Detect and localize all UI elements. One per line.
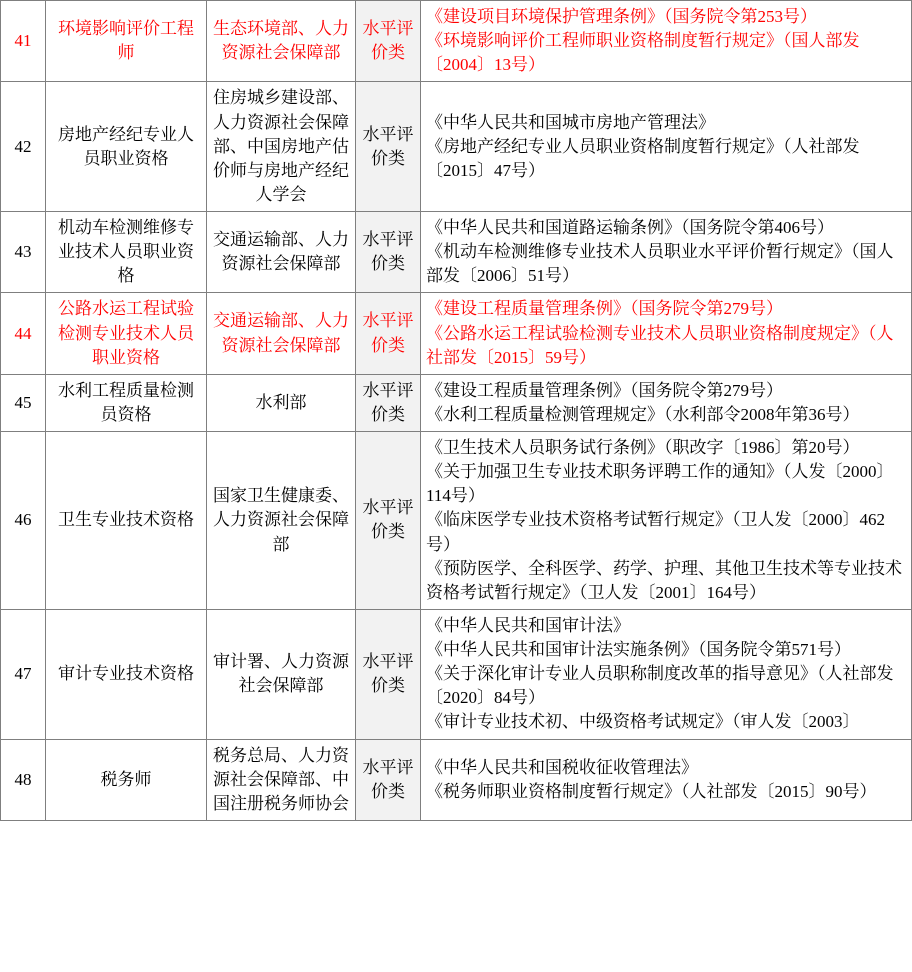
row-index: 41 [1,1,46,82]
row-index: 45 [1,374,46,431]
category-type: 水平评价类 [356,82,421,212]
row-index: 46 [1,432,46,610]
row-index: 48 [1,739,46,820]
legal-basis-line: 《水利工程质量检测管理规定》（水利部令2008年第36号） [426,404,860,424]
qualification-name: 审计专业技术资格 [46,609,207,739]
qualification-name: 公路水运工程试验检测专业技术人员职业资格 [46,293,207,374]
legal-basis-line: 《建设工程质量管理条例》（国务院令第279号） [426,380,783,400]
table-row [1,374,912,431]
category-type: 水平评价类 [356,293,421,374]
table-row [1,739,912,820]
table-row [1,82,912,212]
legal-basis-line: 《中华人民共和国审计法》 [426,615,630,635]
table-row [1,212,912,293]
legal-basis-line: 《公路水运工程试验检测专业技术人员职业资格制度规定》（人社部发〔2015〕59号） [426,323,894,367]
legal-basis-line: 《关于深化审计专业人员职称制度改革的指导意见》（人社部发〔2020〕84号） [426,664,894,708]
row-index: 44 [1,293,46,374]
legal-basis-line: 《中华人民共和国城市房地产管理法》 [426,112,715,132]
category-type: 水平评价类 [356,1,421,82]
legal-basis-line: 《审计专业技术初、中级资格考试规定》（审人发〔2003〕 [426,712,860,732]
legal-basis [421,609,912,739]
row-index: 47 [1,609,46,739]
legal-basis-line: 《建设工程质量管理条例》（国务院令第279号） [426,299,783,319]
legal-basis [421,432,912,610]
implementing-department: 水利部 [207,374,356,431]
legal-basis-line: 《机动车检测维修专业技术人员职业水平评价暂行规定》（国人部发〔2006〕51号） [426,242,894,286]
implementing-department: 住房城乡建设部、人力资源社会保障部、中国房地产估价师与房地产经纪人学会 [207,82,356,212]
category-type: 水平评价类 [356,739,421,820]
legal-basis-line: 《预防医学、全科医学、药学、护理、其他卫生技术等专业技术资格考试暂行规定》（卫人发〔2001〕164号） [426,558,902,602]
category-type: 水平评价类 [356,432,421,610]
legal-basis [421,374,912,431]
legal-basis-line: 《中华人民共和国道路运输条例》（国务院令第406号） [426,218,834,237]
table-row [1,1,912,82]
legal-basis-line: 《建设项目环境保护管理条例》（国务院令第253号） [426,7,817,26]
qualification-name: 房地产经纪专业人员职业资格 [46,82,207,212]
legal-basis-line: 《卫生技术人员职务试行条例》（职改字〔1986〕第20号） [426,438,860,457]
legal-basis [421,293,912,374]
qualification-name: 环境影响评价工程师 [46,1,207,82]
legal-basis [421,82,912,212]
legal-basis [421,739,912,820]
category-type: 水平评价类 [356,609,421,739]
row-index: 43 [1,212,46,293]
qualification-name: 卫生专业技术资格 [46,432,207,610]
table-row [1,432,912,610]
legal-basis [421,1,912,82]
implementing-department: 国家卫生健康委、人力资源社会保障部 [207,432,356,610]
legal-basis-line: 《环境影响评价工程师职业资格制度暂行规定》（国人部发〔2004〕13号） [426,31,860,75]
implementing-department: 审计署、人力资源社会保障部 [207,609,356,739]
implementing-department: 税务总局、人力资源社会保障部、中国注册税务师协会 [207,739,356,820]
legal-basis-line: 《关于加强卫生专业技术职务评聘工作的通知》（人发〔2000〕114号） [426,462,894,506]
qualification-name: 税务师 [46,739,207,820]
table-row [1,293,912,374]
table-body [1,1,912,821]
row-index: 42 [1,82,46,212]
implementing-department: 交通运输部、人力资源社会保障部 [207,212,356,293]
legal-basis-line: 《中华人民共和国税收征收管理法》 [426,757,698,777]
table-row [1,609,912,739]
legal-basis [421,212,912,293]
qualification-name: 机动车检测维修专业技术人员职业资格 [46,212,207,293]
legal-basis-line: 《税务师职业资格制度暂行规定》（人社部发〔2015〕90号） [426,781,877,801]
legal-basis-line: 《中华人民共和国审计法实施条例》（国务院令第571号） [426,640,851,659]
category-type: 水平评价类 [356,212,421,293]
legal-basis-line: 《房地产经纪专业人员职业资格制度暂行规定》（人社部发〔2015〕47号） [426,136,860,180]
implementing-department: 交通运输部、人力资源社会保障部 [207,293,356,374]
category-type: 水平评价类 [356,374,421,431]
qualification-name: 水利工程质量检测员资格 [46,374,207,431]
implementing-department: 生态环境部、人力资源社会保障部 [207,1,356,82]
legal-basis-line: 《临床医学专业技术资格考试暂行规定》（卫人发〔2000〕462号） [426,510,885,554]
